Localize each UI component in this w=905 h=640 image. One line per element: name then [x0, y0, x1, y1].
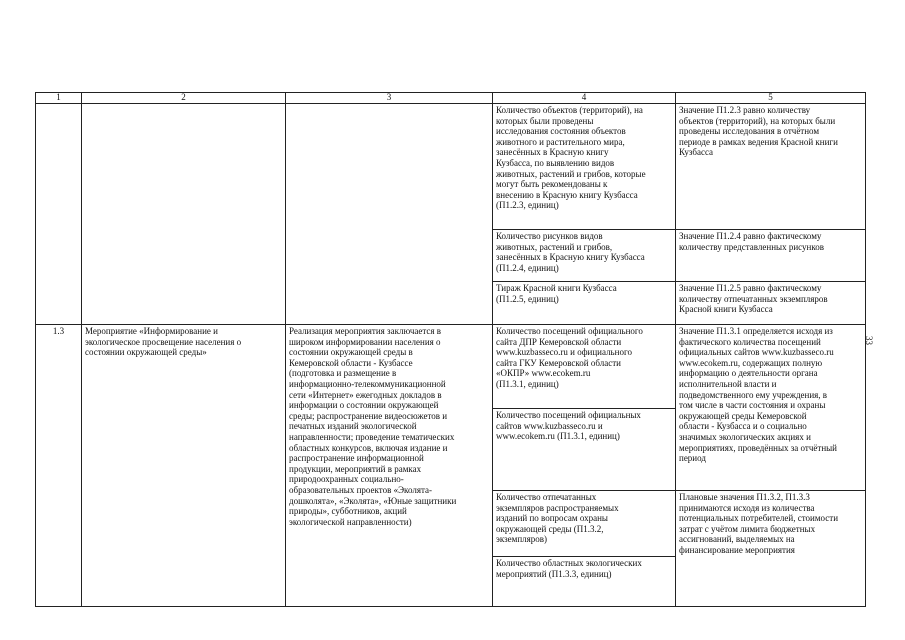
column-header-row: [36, 93, 866, 104]
page-number: 33: [864, 336, 874, 345]
table-row: [36, 324, 866, 408]
indicator-cell: Количество посещений официальных сайтов www.kuzbasseco.ru и www.ecokem.ru (П1.3.1, единиц): [493, 408, 676, 490]
column-header-1: 1: [36, 93, 82, 104]
method-cell: Значение П1.3.1 определяется исходя из фактического количества посещений официальных сайтов www.kuzbasseco.ru www.ecokem.ru, содержащих полную информацию о деятельности органа исполнительной власти и подведомственного ему учреждения, в том числе в части состояния и охраны окружающей среды Кемеровской области - Кузбасса и о социально значимых экологических акциях и мероприятиях, проведённых за отчётный период: [676, 324, 866, 490]
table-row: [36, 103, 866, 229]
empty-event-cell: [82, 103, 286, 324]
method-cell: Плановые значения П1.3.2, П1.3.3 принимаются исходя из количества потенциальных потребителей, стоимости затрат с учётом лимита бюджетных ассигнований, выделяемых на финансирование мероприятия: [676, 490, 866, 606]
indicator-cell: Количество посещений официального сайта ДПР Кемеровской области www.kuzbasseco.ru и официального сайта ГКУ Кемеровской области «ОКПР» www.ecokem.ru (П1.3.1, единиц): [493, 324, 676, 408]
method-cell: Значение П1.2.3 равно количеству объектов (территорий), на которых были проведены исследования в отчётном периоде в рамках ведения Красной книги Кузбасса: [676, 103, 866, 229]
event-cell: Мероприятие «Информирование и экологическое просвещение населения о состоянии окружающей среды»: [82, 324, 286, 606]
empty-number-cell: [36, 103, 82, 324]
method-cell: Значение П1.2.5 равно фактическому количеству отпечатанных экземпляров Красной книги Кузбасса: [676, 281, 866, 324]
indicator-cell: Тираж Красной книги Кузбасса (П1.2.5, единиц): [493, 281, 676, 324]
column-header-4: 4: [493, 93, 676, 104]
row-number-cell: 1.3: [36, 324, 82, 606]
empty-description-cell: [286, 103, 493, 324]
method-cell: Значение П1.2.4 равно фактическому количеству представленных рисунков: [676, 229, 866, 281]
indicator-cell: Количество отпечатанных экземпляров распространяемых изданий по вопросам охраны окружающей среды (П1.3.2, экземпляров): [493, 490, 676, 556]
description-cell: Реализация мероприятия заключается в широком информировании населения о состоянии окружающей среды в Кемеровской области - Кузбассе (подготовка и размещение в информационно-телекоммуникационной сети «Интернет» ежегодных докладов в информации о состоянии окружающей среды; распространение видеосюжетов и печатных изданий экологической направленности; проведение тематических областных конкурсов, включая издание и распространение информационной продукции, мероприятий в рамках природоохранных социально- образовательных проектов «Эколята- дошколята», «Эколята», «Юные защитники природы», субботников, акций экологической направленности): [286, 324, 493, 606]
column-header-2: 2: [82, 93, 286, 104]
indicator-cell: Количество рисунков видов животных, растений и грибов, занесённых в Красную книгу Кузбасса (П1.2.4, единиц): [493, 229, 676, 281]
indicator-cell: Количество объектов (территорий), на которых были проведены исследования состояния объектов животного и растительного мира, занесённых в Красную книгу Кузбасса, по выявлению видов животных, растений и грибов, которые могут быть рекомендованы к внесению в Красную книгу Кузбасса (П1.2.3, единиц): [493, 103, 676, 229]
column-header-5: 5: [676, 93, 866, 104]
column-header-3: 3: [286, 93, 493, 104]
indicator-cell: Количество областных экологических мероприятий (П1.3.3, единиц): [493, 556, 676, 606]
program-table: [35, 92, 866, 607]
